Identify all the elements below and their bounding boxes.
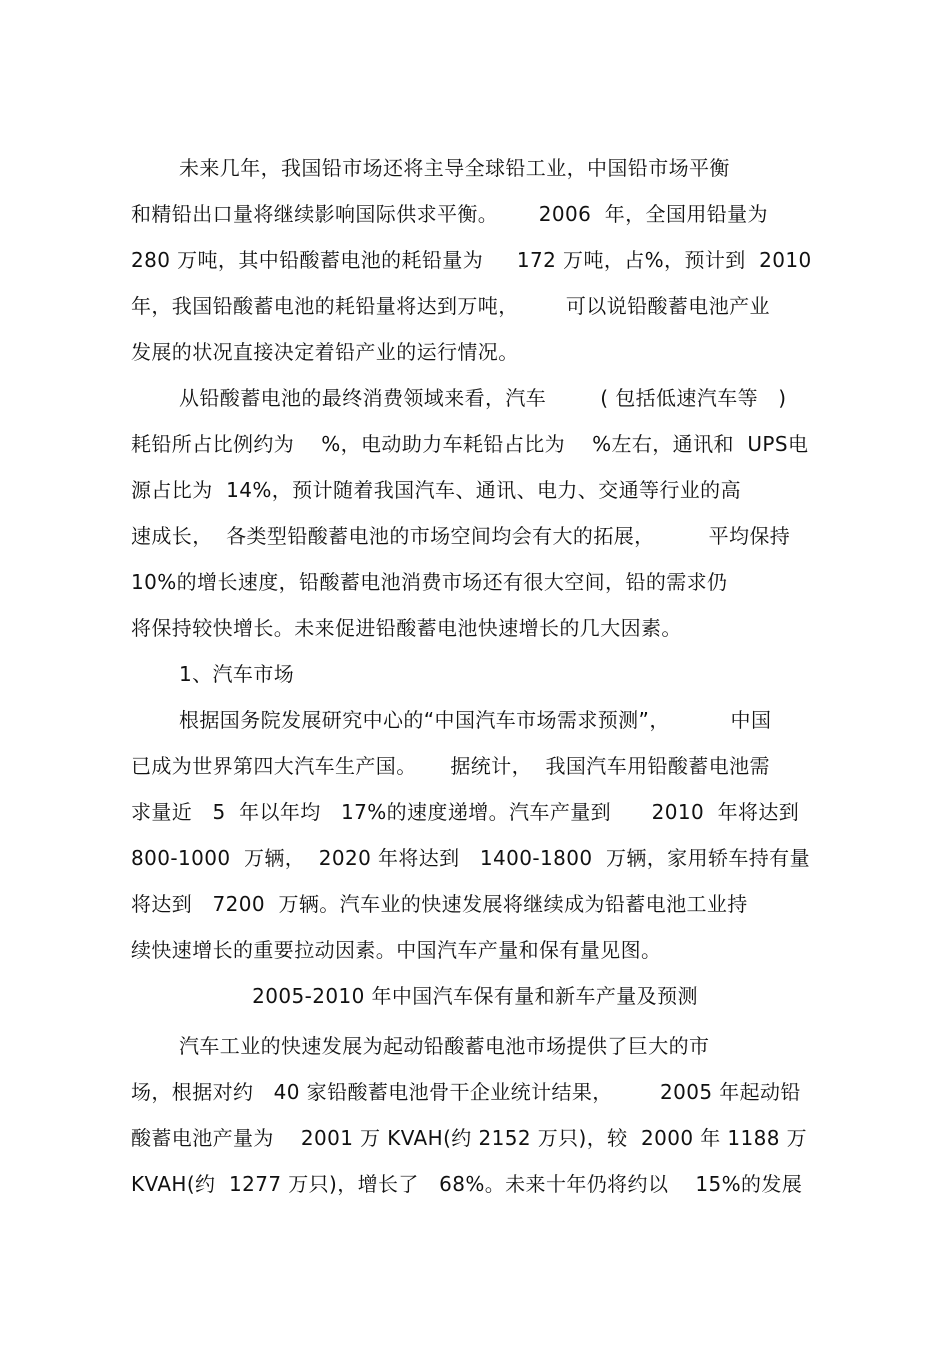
- paragraph-3-line-1: 根据国务院发展研究中心的“中国汽车市场需求预测”， 中国: [179, 708, 772, 732]
- paragraph-2-line-5: 10%的增长速度，铅酸蓄电池消费市场还有很大空间，铅的需求仍: [131, 570, 728, 594]
- paragraph-1-line-2: 和精铅出口量将继续影响国际供求平衡。 2006 年，全国用铅量为: [131, 202, 768, 226]
- paragraph-1-line-4: 年，我国铅酸蓄电池的耗铅量将达到万吨， 可以说铅酸蓄电池产业: [131, 294, 770, 318]
- paragraph-1-line-5: 发展的状况直接决定着铅产业的运行情况。: [131, 340, 519, 364]
- paragraph-4-line-3: 酸蓄电池产量为 2001 万 KVAH(约 2152 万只)，较 2000 年 1188 万: [131, 1126, 808, 1150]
- paragraph-2-line-1: 从铅酸蓄电池的最终消费领域来看，汽车 ( 包括低速汽车等 ): [179, 386, 787, 410]
- paragraph-3-line-2: 已成为世界第四大汽车生产国。 据统计， 我国汽车用铅酸蓄电池需: [131, 754, 770, 778]
- paragraph-3-line-5: 将达到 7200 万辆。汽车业的快速发展将继续成为铅蓄电池工业持: [131, 892, 748, 916]
- paragraph-3-line-6: 续快速增长的重要拉动因素。中国汽车产量和保有量见图。: [131, 938, 662, 962]
- paragraph-1-line-1: 未来几年，我国铅市场还将主导全球铅工业，中国铅市场平衡: [179, 156, 730, 180]
- paragraph-2-line-6: 将保持较快增长。未来促进铅酸蓄电池快速增长的几大因素。: [131, 616, 682, 640]
- figure-caption: 2005-2010 年中国汽车保有量和新车产量及预测: [252, 984, 698, 1008]
- paragraph-2-line-2: 耗铅所占比例约为 %，电动助力车耗铅占比为 %左右，通讯和 UPS电: [131, 432, 809, 456]
- paragraph-1-line-3: 280 万吨，其中铅酸蓄电池的耗铅量为 172 万吨，占%，预计到 2010: [131, 248, 812, 272]
- paragraph-2-line-4: 速成长， 各类型铅酸蓄电池的市场空间均会有大的拓展， 平均保持: [131, 524, 791, 548]
- paragraph-2-line-3: 源占比为 14%，预计随着我国汽车、通讯、电力、交通等行业的高: [131, 478, 741, 502]
- section-heading: 1、汽车市场: [179, 662, 295, 686]
- paragraph-4-line-1: 汽车工业的快速发展为起动铅酸蓄电池市场提供了巨大的市: [179, 1034, 710, 1058]
- paragraph-3-line-4: 800-1000 万辆， 2020 年将达到 1400-1800 万辆，家用轿车持有量: [131, 846, 810, 870]
- paragraph-4-line-4: KVAH(约 1277 万只)，增长了 68%。未来十年仍将约以 15%的发展: [131, 1172, 803, 1196]
- paragraph-3-line-3: 求量近 5 年以年均 17%的速度递增。汽车产量到 2010 年将达到: [131, 800, 800, 824]
- paragraph-4-line-2: 场，根据对约 40 家铅酸蓄电池骨干企业统计结果， 2005 年起动铅: [131, 1080, 801, 1104]
